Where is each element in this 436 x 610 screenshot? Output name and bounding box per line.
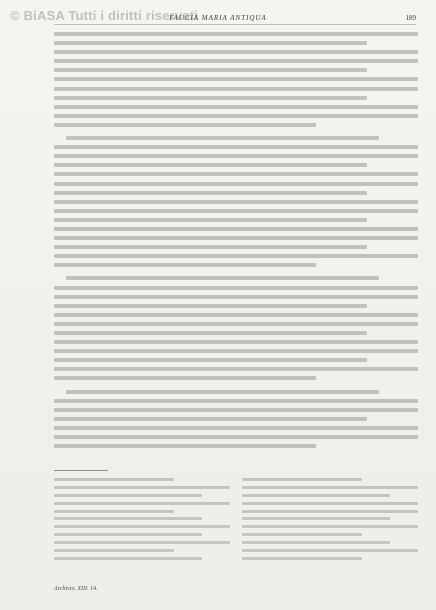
footnote-line bbox=[54, 486, 230, 489]
footnote-line bbox=[242, 557, 362, 560]
footnotes-right-column bbox=[242, 478, 418, 565]
text-line bbox=[54, 376, 316, 380]
footnote-line bbox=[54, 541, 230, 544]
text-line bbox=[54, 96, 367, 100]
page-signature: Archivio. XIII. 14. bbox=[54, 586, 98, 592]
footnotes-area bbox=[54, 478, 418, 565]
text-line bbox=[54, 59, 418, 63]
footnote-line bbox=[54, 478, 174, 481]
text-line bbox=[54, 172, 418, 176]
text-line bbox=[54, 444, 316, 448]
text-line bbox=[54, 426, 418, 430]
text-line bbox=[54, 154, 418, 158]
footnote-line bbox=[242, 533, 362, 536]
text-line bbox=[54, 41, 367, 45]
text-line bbox=[54, 358, 367, 362]
text-line bbox=[54, 322, 418, 326]
footnote-line bbox=[242, 525, 418, 528]
text-line bbox=[54, 417, 367, 421]
footnote-line bbox=[242, 541, 390, 544]
text-line bbox=[54, 349, 418, 353]
footnote-line bbox=[242, 549, 418, 552]
footnotes-left-column bbox=[54, 478, 230, 565]
footnote-line bbox=[242, 478, 362, 481]
running-head: FAUCIA MARIA ANTIQUA bbox=[169, 14, 267, 22]
text-line bbox=[54, 87, 418, 91]
text-line bbox=[54, 236, 418, 240]
footnote-line bbox=[242, 502, 418, 505]
header-rule bbox=[54, 24, 416, 25]
text-line bbox=[54, 123, 316, 127]
text-line bbox=[54, 263, 316, 267]
text-line bbox=[54, 218, 367, 222]
text-line bbox=[54, 50, 418, 54]
footnote-line bbox=[54, 549, 174, 552]
text-line bbox=[54, 227, 418, 231]
text-line bbox=[54, 331, 367, 335]
text-line bbox=[54, 68, 367, 72]
footnote-line bbox=[242, 494, 390, 497]
text-line bbox=[54, 295, 418, 299]
main-text-block bbox=[54, 32, 418, 453]
footnote-line bbox=[54, 494, 202, 497]
text-line bbox=[54, 191, 367, 195]
page-number: 189 bbox=[405, 14, 416, 22]
footnote-line bbox=[54, 502, 230, 505]
text-line bbox=[54, 313, 418, 317]
text-line bbox=[66, 276, 379, 280]
text-line bbox=[54, 254, 418, 258]
text-line bbox=[54, 200, 418, 204]
footnote-line bbox=[54, 525, 230, 528]
text-line bbox=[54, 367, 418, 371]
footnote-line bbox=[54, 557, 202, 560]
paragraph-gap bbox=[54, 386, 418, 390]
footnote-line bbox=[242, 517, 390, 520]
text-line bbox=[54, 340, 418, 344]
text-line bbox=[54, 77, 418, 81]
footnote-line bbox=[54, 517, 202, 520]
footnote-separator bbox=[54, 470, 108, 471]
text-line bbox=[54, 245, 367, 249]
text-line bbox=[54, 408, 418, 412]
text-line bbox=[54, 182, 418, 186]
text-line bbox=[54, 114, 418, 118]
text-line bbox=[54, 105, 418, 109]
footnote-line bbox=[54, 533, 202, 536]
footnote-line bbox=[54, 510, 174, 513]
text-line bbox=[54, 32, 418, 36]
footnote-line bbox=[242, 486, 418, 489]
text-line bbox=[54, 286, 418, 290]
text-line bbox=[54, 209, 418, 213]
footnote-line bbox=[242, 510, 418, 513]
text-line bbox=[66, 136, 379, 140]
text-line bbox=[66, 390, 379, 394]
text-line bbox=[54, 435, 418, 439]
watermark: © BiASA Tutti i diritti riservati bbox=[10, 8, 199, 23]
text-line bbox=[54, 163, 367, 167]
text-line bbox=[54, 145, 418, 149]
text-line bbox=[54, 399, 418, 403]
text-line bbox=[54, 304, 367, 308]
